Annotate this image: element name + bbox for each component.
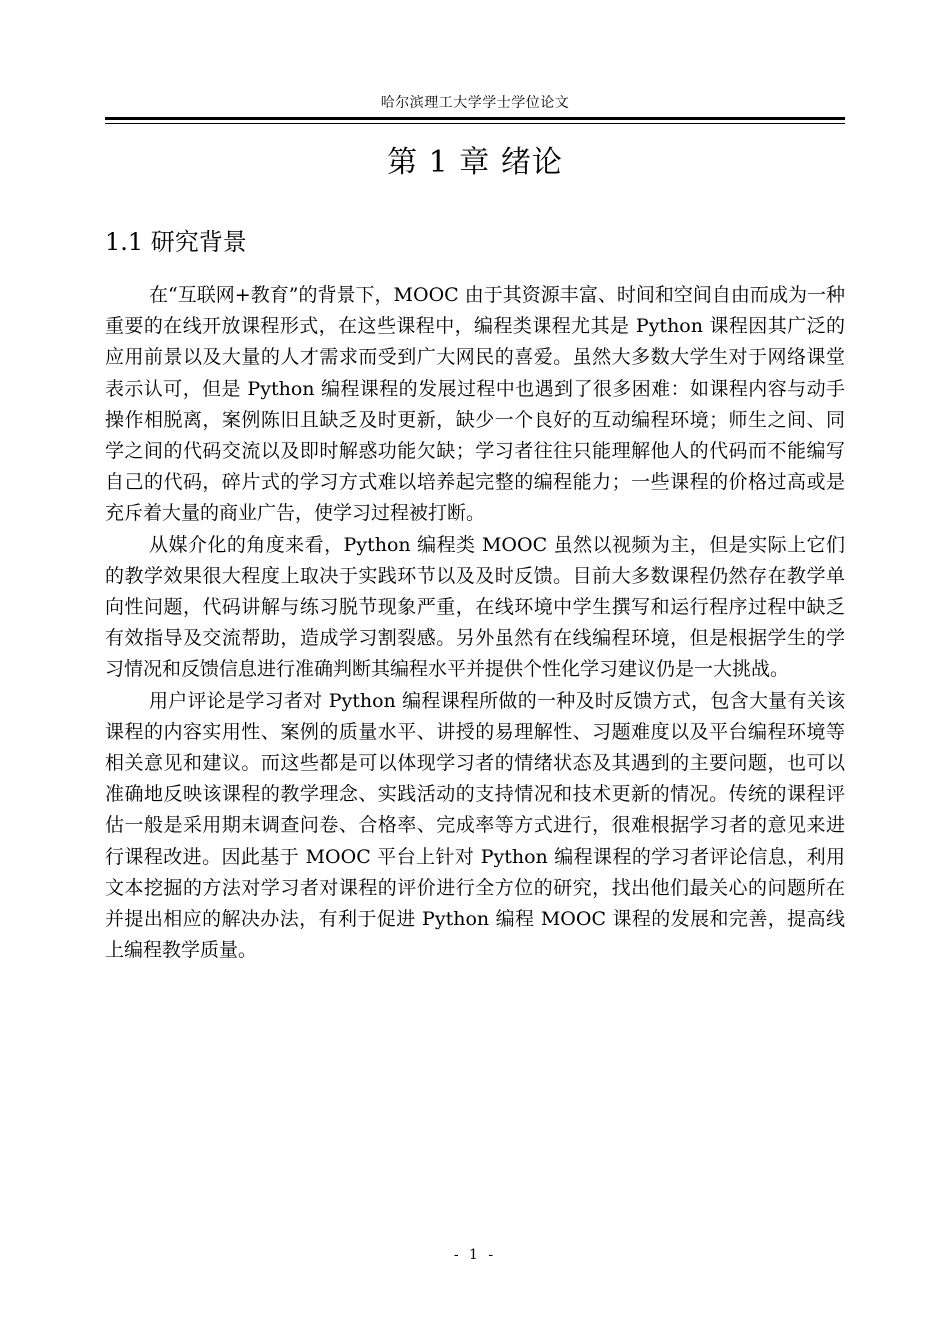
paragraph-1: 在“互联网+教育”的背景下，MOOC 由于其资源丰富、时间和空间自由而成为一种重要的在线开放课程形式，在这些课程中，编程类课程尤其是 Python 课程因其广泛的应用前景以及大量的人才需求而受到广大网民的喜爱。虽然大多数大学生对于网络课堂表示认可，但是 Python 编程课程的发展过程中也遇到了很多困难：如课程内容与动手操作相脱离，案例陈旧且缺乏及时更新，缺少一个良好的互动编程环境；师生之间、同学之间的代码交流以及即时解惑功能欠缺；学习者往往只能理解他人的代码而不能编写自己的代码，碎片式的学习方式难以培养起完整的编程能力；一些课程的价格过高或是充斥着大量的商业广告，使学习过程被打断。 — [105, 284, 845, 525]
paragraph-2: 从媒介化的角度来看，Python 编程类 MOOC 虽然以视频为主，但是实际上它们的教学效果很大程度上取决于实践环节以及及时反馈。目前大多数课程仍然存在教学单向性问题，代码讲解与练习脱节现象严重，在线环境中学生撰写和运行程序过程中缺乏有效指导及交流帮助，造成学习割裂感。另外虽然有在线编程环境，但是根据学生的学习情况和反馈信息进行准确判断其编程水平并提供个性化学习建议仍是一大挑战。 — [105, 533, 845, 681]
section-heading: 1.1 研究背景 — [105, 228, 247, 256]
chapter-title: 第 1 章 绪论 — [387, 145, 563, 180]
header-rule-thick — [105, 117, 845, 120]
running-header: 哈尔滨理工大学学士学位论文 — [380, 95, 570, 111]
body-text — [105, 280, 845, 966]
header-rule-thin — [105, 123, 845, 124]
paragraph-3: 用户评论是学习者对 Python 编程课程所做的一种及时反馈方式，包含大量有关该课程的内容实用性、案例的质量水平、讲授的易理解性、习题难度以及平台编程环境等相关意见和建议。而这些都是可以体现学习者的情绪状态及其遇到的主要问题，也可以准确地反映该课程的教学理念、实践活动的支持情况和技术更新的情况。传统的课程评估一般是采用期末调查问卷、合格率、完成率等方式进行，很难根据学习者的意见来进行课程改进。因此基于 MOOC 平台上针对 Python 编程课程的学习者评论信息，利用文本挖掘的方法对学习者对课程的评价进行全方位的研究，找出他们最关心的问题所在并提出相应的解决办法，有利于促进 Python 编程 MOOC 课程的发展和完善，提高线上编程教学质量。 — [105, 689, 845, 962]
page-number: - 1 - — [453, 1247, 497, 1263]
